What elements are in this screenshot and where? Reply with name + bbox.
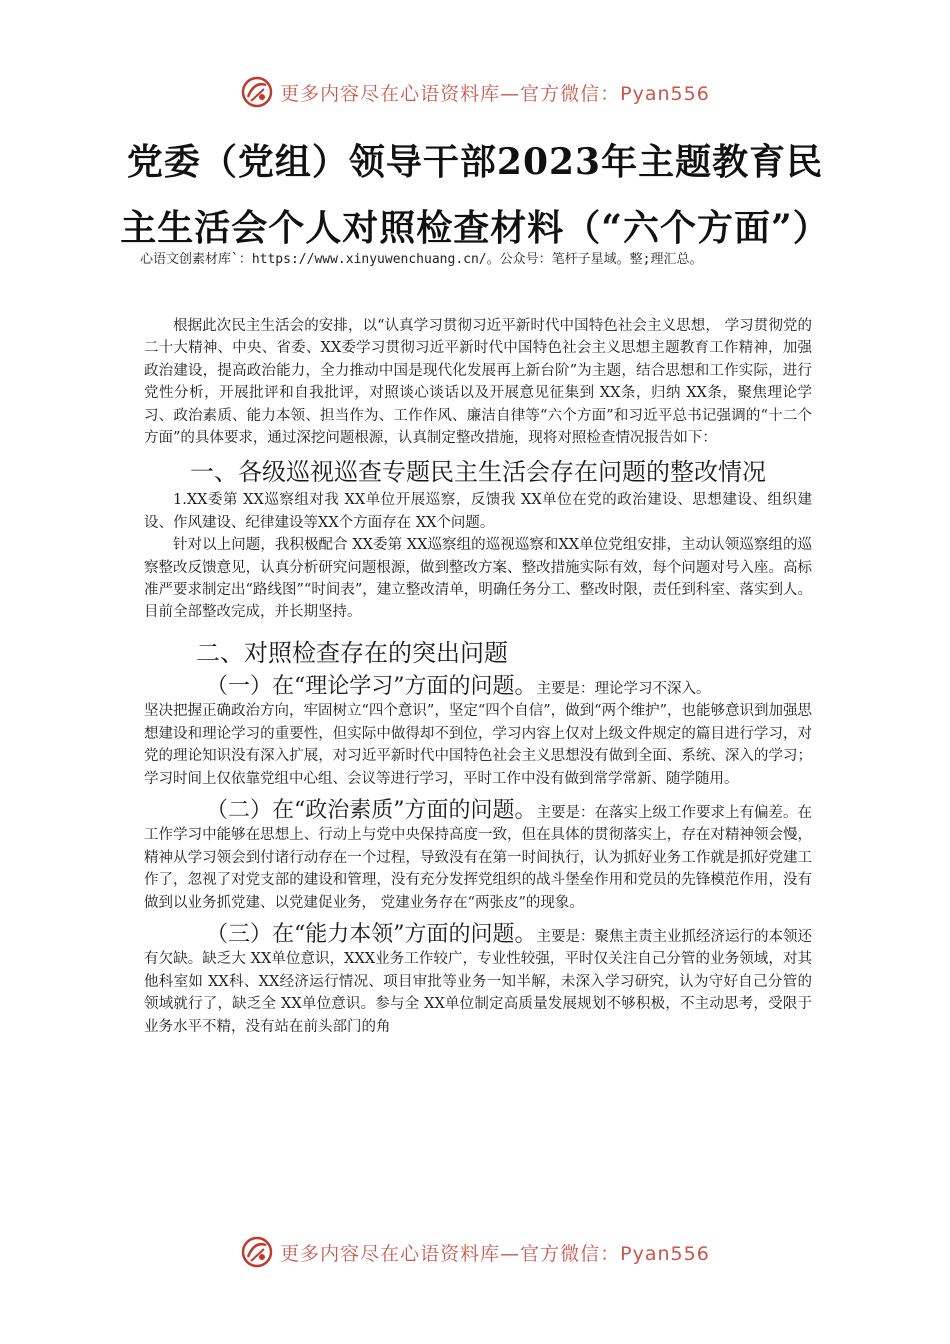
- brand-seal-icon: [240, 1235, 274, 1269]
- subsection-2-lead: 主要是：在落实上级工作要求上有偏差。: [536, 804, 798, 821]
- section-1-paragraph-2: 针对以上问题，我积极配合 XX委第 XX巡察组的巡视巡察和XX单位党组安排，主动认领巡察组的巡察整改反馈意见，认真分析研究问题根源，做到整改方案、整改措施实际有效，每个问题对号入座。高标准严要求制定出“路线图”“时间表”，建立整改清单，明确任务分工、整改时限，责任到科室、落实到人。目前全部整改完成，并长期坚持。: [144, 537, 812, 621]
- subsection-2: [144, 797, 812, 914]
- banner-text: 更多内容尽在心语资料库—官方微信：Pyan556: [280, 1242, 710, 1265]
- subsection-1-body: 坚决把握正确政治方向，牢固树立“四个意识”，坚定“四个自信”，做到“两个维护”，也能够意识到加强思想建设和理论学习的重要性，但实际中做得却不到位，学习内容上仅对上级文件规定的篇目进行学习，对党的理论知识没有深入扩展，对习近平新时代中国特色社会主义思想没有做到全面、系统、深入的学习；学习时间上仅依靠党组中心组、会议等进行学习，平时工作中没有做到常学常新、随学随用。: [144, 703, 812, 787]
- intro-paragraph: 根据此次民主生活会的安排，以“认真学习贯彻习近平新时代中国特色社会主义思想， 学习贯彻党的二十大精神、中央、省委、XX委学习贯彻习近平新时代中国特色社会主义思想主题教育工作精神，加强政治建设，提高政治能力，全力推动中国是现代化发展再上新台阶”为主题，结合思想和工作实际，进行党性分析，开展批评和自我批评，对照谈心谈话以及开展意见征集到 XX条，归纳 XX条，聚焦理论学习、政治素质、能力本领、担当作为、工作作风、廉洁自律等“六个方面”和习近平总书记强调的“十二个方面”的具体要求，通过深挖问题根源，认真制定整改措施，现将对照检查情况报告如下：: [144, 318, 812, 447]
- section-1-paragraph-1: 1.XX委第 XX巡察组对我 XX单位开展巡察，反馈我 XX单位在党的政治建设、思想建设、组织建设、作风建设、纪律建设等XX个方面存在 XX个问题。: [144, 492, 812, 531]
- header-banner: [0, 72, 950, 112]
- subsection-3-body: 缺乏大 XX单位意识，XXX业务工作较广，专业性较强，平时仅关注自己分管的业务领域，对其他科室如 XX科、XX经济运行情况、项目审批等业务一知半解，未深入学习研究，认为守好自己分管的领域就行了，缺乏全 XX单位意识。参与全 XX单位制定高质量发展规划不够积极，不主动思考，受限于业务水平不精，没有站在前头部门的角: [144, 951, 812, 1035]
- banner-text: 更多内容尽在心语资料库—官方微信：Pyan556: [280, 82, 710, 105]
- subsection-2-body: 在工作学习中能够在思想上、行动上与党中央保持高度一致，但在具体的贯彻落实上，存在对精神领会慢，精神从学习领会到付诸行动存在一个过程，导致没有在第一时间执行，认为抓好业务工作就是抓好党建工作了，忽视了对党支部的建设和管理，没有充分发挥党组织的战斗堡垒作用和党员的先锋模范作用，没有做到以业务抓党建、以党建促业务， 党建业务存在“两张皮”的现象。: [144, 804, 812, 911]
- brand-seal-icon: [240, 75, 274, 109]
- document-title-line-2: 主生活会个人对照检查材料（“六个方面”）: [120, 207, 830, 249]
- subsection-2-title: （二）在“政治素质”方面的问题。: [206, 797, 537, 823]
- subsection-1-title: （一）在“理论学习”方面的问题。: [206, 673, 537, 699]
- subsection-3-lead: 主要是：聚焦主责主业抓经济运行的本领还有欠缺。: [144, 928, 812, 968]
- document-title-line-1: 党委（党组）领导干部2023年主题教育民: [126, 141, 824, 183]
- footer-banner: [0, 1232, 950, 1272]
- subsection-1: [144, 673, 812, 700]
- source-line: 心语文创素材库`：https://www.xinyuwenchuang.cn/。公众号：笔杆子星域。整;理汇总。: [140, 252, 703, 267]
- document-body: [144, 315, 812, 1038]
- subsection-3-title: （三）在“能力本领”方面的问题。: [206, 921, 537, 947]
- section-2-heading: 二、对照检查存在的突出问题: [196, 638, 508, 667]
- section-1-heading: 一、各级巡视巡查专题民主生活会存在问题的整改情况: [190, 458, 766, 487]
- subsection-3: [144, 921, 812, 1038]
- subsection-1-lead: 主要是：理论学习不深入。: [536, 680, 711, 697]
